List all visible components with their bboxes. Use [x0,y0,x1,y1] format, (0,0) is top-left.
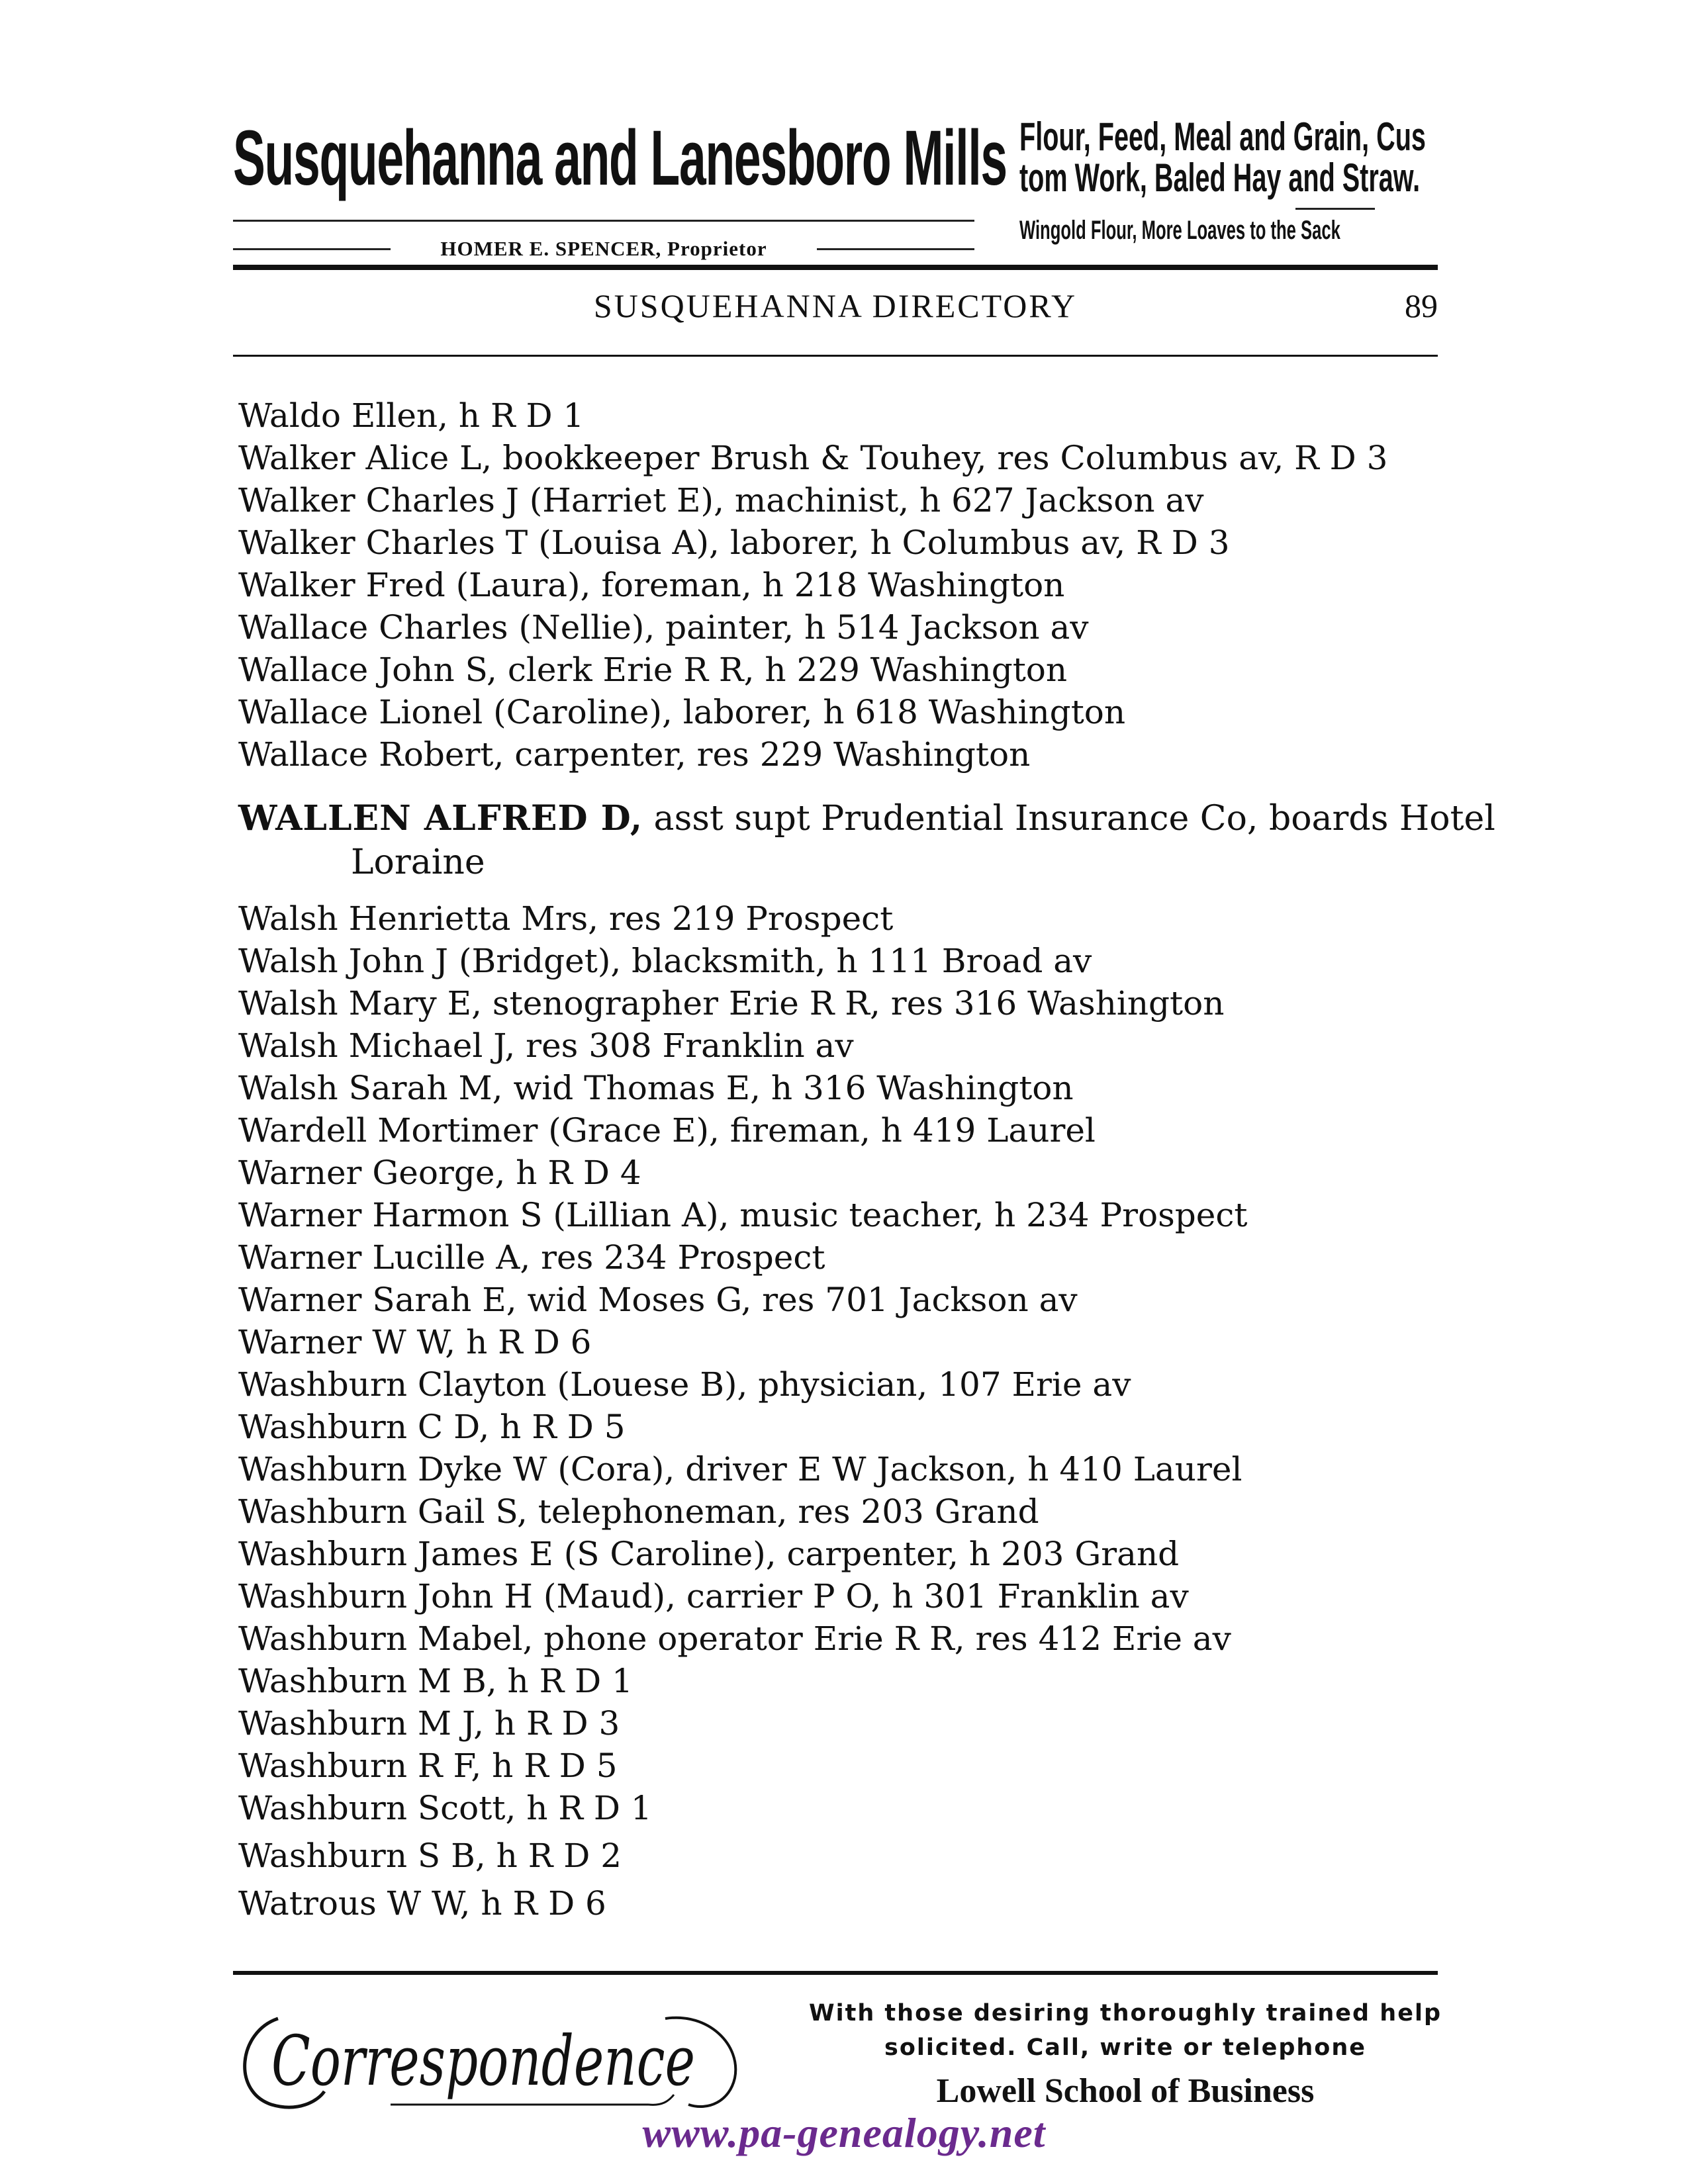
list-item: Walker Charles J (Harriet E), machinist, h 627 Jackson av [238,481,1204,520]
list-item: Walsh Mary E, stenographer Erie R R, res 316 Washington [238,984,1225,1023]
watermark: www.pa-genealogy.net [642,2109,1046,2156]
mills-business-name: Susquehanna and Lanesboro Mills [233,114,1007,202]
list-item: Washburn R F, h R D 5 [238,1747,618,1785]
list-item: Washburn Mabel, phone operator Erie R R, res 412 Erie av [238,1619,1231,1658]
list-item: Washburn S B, h R D 2 [238,1837,622,1875]
school-name: Lowell School of Business [936,2072,1315,2110]
list-item: Wallace Robert, carpenter, res 229 Washington [238,735,1031,774]
school-ad-line-2: solicited. Call, write or telephone [884,2034,1366,2061]
featured-entry-name: WALLEN ALFRED D, [238,798,643,839]
school-advertisement [808,1996,1443,2118]
mills-products-line-2: tom Work, Baled Hay and Straw. [1019,156,1421,200]
list-item: Waldo Ellen, h R D 1 [238,396,585,435]
correspondence-logo [232,1992,774,2124]
page-number: 89 [1405,287,1438,324]
list-item: Washburn C D, h R D 5 [238,1408,626,1446]
list-item: Warner W W, h R D 6 [238,1323,592,1361]
list-item: Washburn Dyke W (Cora), driver E W Jackson, h 410 Laurel [238,1450,1243,1488]
header-advertisement [233,113,1438,260]
directory-title: SUSQUEHANNA DIRECTORY [593,287,1078,324]
mills-slogan: Wingold Flour, More Loaves to the Sack [1019,216,1340,245]
proprietor-rule-right [817,248,974,250]
list-item: Washburn M B, h R D 1 [238,1662,633,1700]
proprietor-line [233,237,974,259]
list-item: Warner Harmon S (Lillian A), music teacher, h 234 Prospect [238,1196,1248,1234]
list-item: Washburn Clayton (Louese B), physician, 107 Erie av [238,1365,1131,1404]
featured-entry-details: asst supt Prudential Insurance Co, boards Hotel Loraine [351,799,1495,882]
list-item: Wallace Charles (Nellie), painter, h 514 Jackson av [238,608,1089,647]
list-item: Washburn Gail S, telephoneman, res 203 Grand [238,1492,1039,1531]
list-item: Washburn John H (Maud), carrier P O, h 301 Franklin av [238,1577,1189,1615]
footer-rule [233,1971,1438,1975]
featured-list-item [238,797,1556,884]
running-head-rule-top [233,265,1438,270]
slogan-rule [1295,208,1375,210]
list-item: Warner Sarah E, wid Moses G, res 701 Jackson av [238,1281,1078,1319]
list-item: Walsh Michael J, res 308 Franklin av [238,1026,854,1065]
list-item: Warner Lucille A, res 234 Prospect [238,1238,825,1277]
list-item: Wallace John S, clerk Erie R R, h 229 Washington [238,651,1068,689]
list-item: Walker Fred (Laura), foreman, h 218 Washington [238,566,1065,604]
list-item: Washburn Scott, h R D 1 [238,1789,652,1827]
school-ad-line-1: With those desiring thoroughly trained help [808,2000,1442,2026]
mills-proprietor: HOMER E. SPENCER, Proprietor [440,237,767,260]
proprietor-rule-left [233,248,391,250]
header-ad-rule [233,220,974,222]
list-item: Warner George, h R D 4 [238,1154,641,1192]
directory-listings [238,394,1495,1925]
list-item: Walsh John J (Bridget), blacksmith, h 111 Broad av [238,942,1092,980]
running-head-rule-bottom [233,355,1438,357]
running-head [233,286,1438,326]
list-item: Walker Alice L, bookkeeper Brush & Touhey, res Columbus av, R D 3 [238,439,1388,477]
list-item: Washburn M J, h R D 3 [238,1704,620,1743]
list-item: Walsh Sarah M, wid Thomas E, h 316 Washington [238,1069,1074,1107]
list-item: Walker Charles T (Louisa A), laborer, h Columbus av, R D 3 [238,523,1230,562]
list-item: Walsh Henrietta Mrs, res 219 Prospect [238,899,894,938]
logo-script-text: Correspondence [271,2021,695,2101]
mills-products [1019,114,1426,200]
list-item: Watrous W W, h R D 6 [238,1884,606,1923]
mills-products-line-1: Flour, Feed, Meal and Grain, Cus [1019,114,1426,159]
list-item: Washburn James E (S Caroline), carpenter, h 203 Grand [238,1535,1180,1573]
list-item: Wardell Mortimer (Grace E), fireman, h 419 Laurel [238,1111,1096,1150]
list-item: Wallace Lionel (Caroline), laborer, h 618 Washington [238,693,1126,731]
